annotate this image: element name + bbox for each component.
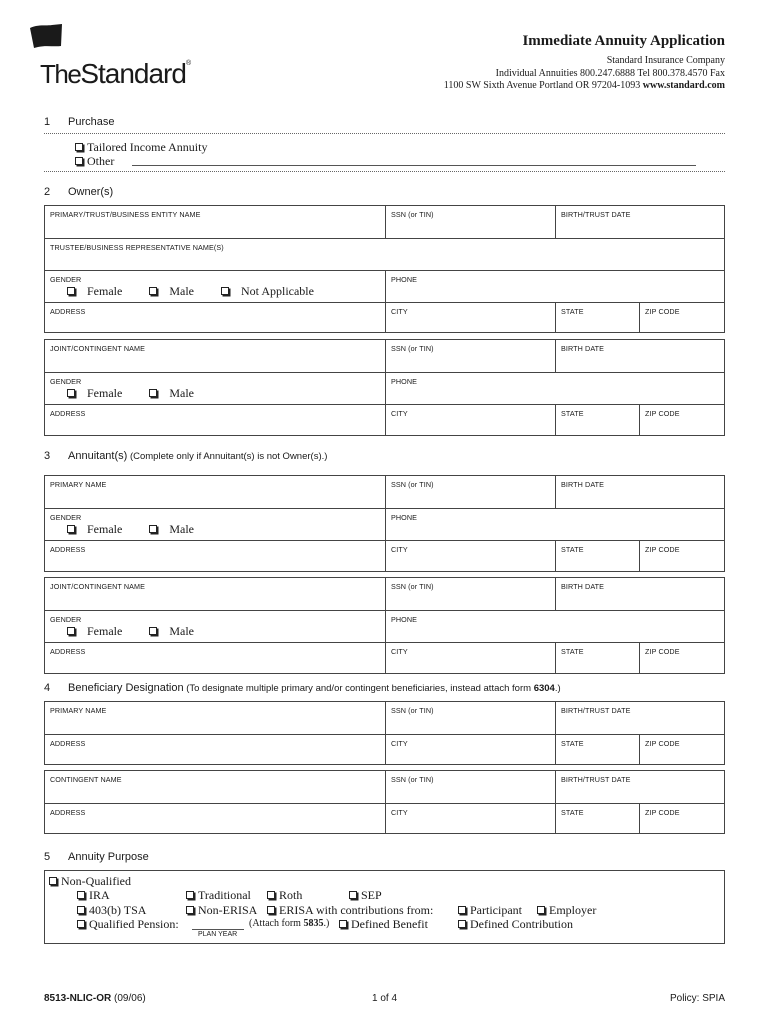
- state-field[interactable]: STATE: [561, 808, 584, 817]
- gender-male-option[interactable]: Male: [149, 624, 206, 638]
- policy-label: Policy: SPIA: [669, 993, 725, 1004]
- city-field[interactable]: CITY: [391, 307, 408, 316]
- option-tailored-income[interactable]: Tailored Income Annuity: [75, 140, 207, 155]
- gender-male-option[interactable]: Male: [149, 522, 206, 536]
- gender-options: [67, 624, 218, 639]
- annuitant-joint-box: [44, 577, 725, 674]
- gender-male-option[interactable]: Male: [149, 386, 206, 400]
- city-field[interactable]: CITY: [391, 808, 408, 817]
- gender-female-option[interactable]: Female: [67, 624, 134, 638]
- checkbox-icon[interactable]: [537, 906, 545, 914]
- option-non-qualified[interactable]: Non-Qualified: [49, 874, 131, 889]
- address-field[interactable]: ADDRESS: [50, 808, 86, 817]
- birth-trust-date-field[interactable]: BIRTH/TRUST DATE: [561, 706, 631, 715]
- ssn-field[interactable]: SSN (or TIN): [391, 706, 434, 715]
- checkbox-icon[interactable]: [339, 920, 347, 928]
- checkbox-icon[interactable]: [458, 920, 466, 928]
- phone-field[interactable]: PHONE: [391, 513, 418, 522]
- checkbox-icon[interactable]: [267, 906, 275, 914]
- primary-name-field[interactable]: PRIMARY NAME: [50, 706, 107, 715]
- standard-wordmark: TheStandard®: [40, 58, 191, 89]
- checkbox-icon[interactable]: [149, 525, 157, 533]
- beneficiary-primary-box: [44, 701, 725, 765]
- gender-label: GENDER: [50, 377, 82, 386]
- gender-female-option[interactable]: Female: [67, 284, 134, 298]
- city-field[interactable]: CITY: [391, 739, 408, 748]
- owner-joint-box: [44, 339, 725, 436]
- checkbox-icon[interactable]: [67, 389, 75, 397]
- company-website[interactable]: www.standard.com: [642, 80, 725, 91]
- contingent-name-field[interactable]: CONTINGENT NAME: [50, 775, 122, 784]
- ssn-field[interactable]: SSN (or TIN): [391, 210, 434, 219]
- trustee-name-field[interactable]: TRUSTEE/BUSINESS REPRESENTATIVE NAME(S): [50, 243, 224, 252]
- birth-trust-date-field[interactable]: BIRTH/TRUST DATE: [561, 210, 631, 219]
- option-employer[interactable]: Employer: [537, 903, 596, 918]
- checkbox-icon[interactable]: [267, 891, 275, 899]
- plan-year-label: PLAN YEAR: [198, 931, 238, 938]
- address-field[interactable]: ADDRESS: [50, 307, 86, 316]
- address-field[interactable]: ADDRESS: [50, 739, 86, 748]
- ssn-field[interactable]: SSN (or TIN): [391, 775, 434, 784]
- state-field[interactable]: STATE: [561, 307, 584, 316]
- zip-field[interactable]: ZIP CODE: [645, 647, 680, 656]
- checkbox-icon[interactable]: [149, 389, 157, 397]
- zip-field[interactable]: ZIP CODE: [645, 808, 680, 817]
- zip-field[interactable]: ZIP CODE: [645, 409, 680, 418]
- state-field[interactable]: STATE: [561, 545, 584, 554]
- company-phones: Individual Annuities 800.247.6888 Tel 800.378.4570 Fax: [495, 68, 725, 79]
- gender-label: GENDER: [50, 513, 82, 522]
- checkbox-icon[interactable]: [67, 525, 75, 533]
- city-field[interactable]: CITY: [391, 545, 408, 554]
- page-number: 1 of 4: [372, 993, 398, 1004]
- state-field[interactable]: STATE: [561, 647, 584, 656]
- standard-flag-logo-icon: [28, 22, 64, 50]
- gender-options: [67, 522, 218, 537]
- checkbox-icon[interactable]: [149, 627, 157, 635]
- phone-field[interactable]: PHONE: [391, 275, 418, 284]
- section-1-heading: 1 Purchase: [44, 116, 115, 128]
- joint-name-field[interactable]: JOINT/CONTINGENT NAME: [50, 344, 146, 353]
- attach-form-note: (Attach form 5835.): [249, 918, 330, 929]
- checkbox-icon[interactable]: [75, 143, 83, 151]
- checkbox-icon[interactable]: [221, 287, 229, 295]
- option-defined-benefit[interactable]: Defined Benefit: [339, 917, 428, 932]
- option-traditional[interactable]: Traditional: [186, 888, 251, 903]
- section-3-heading: 3 Annuitant(s) (Complete only if Annuitant(s) is not Owner(s).): [44, 450, 328, 462]
- gender-na-option[interactable]: Not Applicable: [221, 284, 326, 298]
- owner-primary-box: [44, 205, 725, 333]
- address-field[interactable]: ADDRESS: [50, 647, 86, 656]
- option-defined-contribution[interactable]: Defined Contribution: [458, 917, 573, 932]
- address-field[interactable]: ADDRESS: [50, 545, 86, 554]
- gender-female-option[interactable]: Female: [67, 386, 134, 400]
- option-non-erisa[interactable]: Non-ERISA: [186, 903, 257, 918]
- checkbox-icon[interactable]: [67, 287, 75, 295]
- other-fill-line[interactable]: [132, 165, 696, 166]
- beneficiary-contingent-box: [44, 770, 725, 834]
- state-field[interactable]: STATE: [561, 409, 584, 418]
- zip-field[interactable]: ZIP CODE: [645, 739, 680, 748]
- gender-label: GENDER: [50, 615, 82, 624]
- checkbox-icon[interactable]: [186, 906, 194, 914]
- page-title: Immediate Annuity Application: [522, 33, 725, 49]
- checkbox-icon[interactable]: [77, 920, 85, 928]
- option-403b-tsa[interactable]: 403(b) TSA: [77, 903, 146, 918]
- option-erisa[interactable]: ERISA with contributions from:: [267, 903, 433, 918]
- ssn-field[interactable]: SSN (or TIN): [391, 480, 434, 489]
- checkbox-icon[interactable]: [77, 891, 85, 899]
- checkbox-icon[interactable]: [75, 157, 83, 165]
- primary-name-field[interactable]: PRIMARY NAME: [50, 480, 107, 489]
- address-field[interactable]: ADDRESS: [50, 409, 86, 418]
- city-field[interactable]: CITY: [391, 409, 408, 418]
- option-sep[interactable]: SEP: [349, 888, 382, 903]
- option-qualified-pension[interactable]: Qualified Pension:: [77, 917, 179, 932]
- gender-female-option[interactable]: Female: [67, 522, 134, 536]
- birth-date-field[interactable]: BIRTH DATE: [561, 582, 605, 591]
- phone-field[interactable]: PHONE: [391, 377, 418, 386]
- ssn-field[interactable]: SSN (or TIN): [391, 582, 434, 591]
- option-participant[interactable]: Participant: [458, 903, 522, 918]
- checkbox-icon[interactable]: [77, 906, 85, 914]
- checkbox-icon[interactable]: [186, 891, 194, 899]
- gender-options: [67, 284, 338, 299]
- gender-label: GENDER: [50, 275, 82, 284]
- company-address: 1100 SW Sixth Avenue Portland OR 97204-1093 www.standard.com: [443, 80, 725, 91]
- section-2-heading: 2 Owner(s): [44, 186, 114, 198]
- checkbox-icon[interactable]: [349, 891, 357, 899]
- gender-male-option[interactable]: Male: [149, 284, 206, 298]
- section-5-heading: 5 Annuity Purpose: [44, 851, 149, 863]
- annuitant-primary-box: [44, 475, 725, 572]
- checkbox-icon[interactable]: [67, 627, 75, 635]
- primary-name-field[interactable]: PRIMARY/TRUST/BUSINESS ENTITY NAME: [50, 210, 201, 219]
- company-name: Standard Insurance Company: [606, 55, 725, 66]
- joint-name-field[interactable]: JOINT/CONTINGENT NAME: [50, 582, 146, 591]
- birth-trust-date-field[interactable]: BIRTH/TRUST DATE: [561, 775, 631, 784]
- plan-year-fill-line[interactable]: [192, 929, 244, 930]
- section-4-heading: 4 Beneficiary Designation (To designate multiple primary and/or contingent beneficiaries, instead attach form 6304.): [44, 682, 561, 694]
- checkbox-icon[interactable]: [49, 877, 57, 885]
- birth-date-field[interactable]: BIRTH DATE: [561, 480, 605, 489]
- gender-options: [67, 386, 218, 401]
- option-roth[interactable]: Roth: [267, 888, 302, 903]
- zip-field[interactable]: ZIP CODE: [645, 545, 680, 554]
- checkbox-icon[interactable]: [149, 287, 157, 295]
- checkbox-icon[interactable]: [458, 906, 466, 914]
- phone-field[interactable]: PHONE: [391, 615, 418, 624]
- state-field[interactable]: STATE: [561, 739, 584, 748]
- city-field[interactable]: CITY: [391, 647, 408, 656]
- birth-date-field[interactable]: BIRTH DATE: [561, 344, 605, 353]
- form-code: 8513-NLIC-OR (09/06): [44, 993, 146, 1004]
- zip-field[interactable]: ZIP CODE: [645, 307, 680, 316]
- option-ira[interactable]: IRA: [77, 888, 110, 903]
- divider: [44, 171, 725, 172]
- divider: [44, 133, 725, 134]
- ssn-field[interactable]: SSN (or TIN): [391, 344, 434, 353]
- option-other[interactable]: Other: [75, 154, 114, 169]
